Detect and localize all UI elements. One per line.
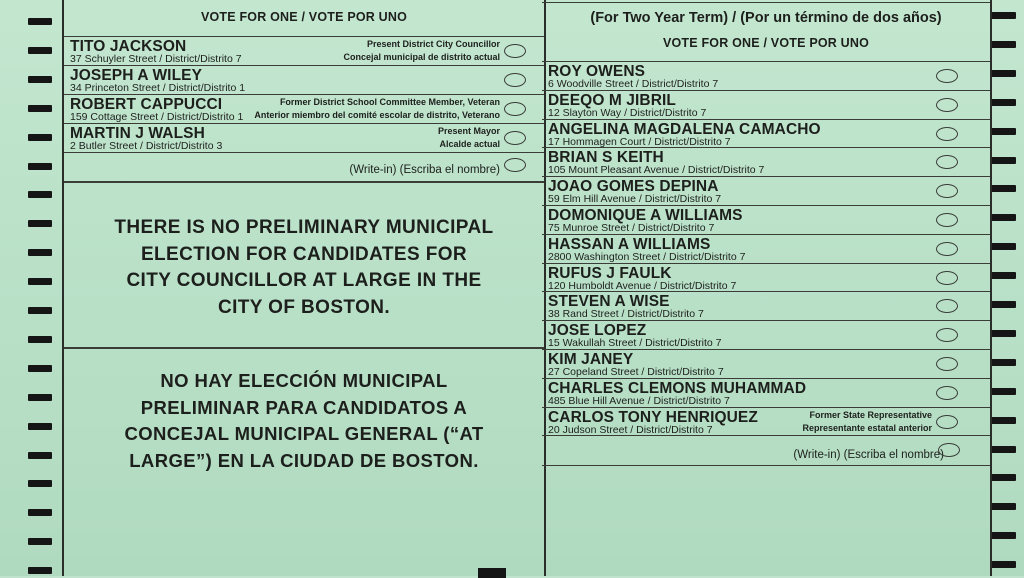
candidate-address: 20 Judson Street / District/Distrito 7 (548, 423, 713, 436)
write-in-row[interactable] (542, 435, 990, 466)
timing-mark (990, 70, 1016, 77)
write-in-row[interactable] (64, 152, 544, 181)
candidate-address: 120 Humboldt Avenue / District/Distrito 7 (548, 279, 737, 292)
timing-mark (28, 220, 52, 227)
candidate-note-es: Concejal municipal de distrito actual (343, 52, 500, 62)
candidate-row[interactable] (542, 176, 990, 206)
vote-oval[interactable] (936, 242, 958, 256)
candidate-note-en: Former State Representative (809, 409, 932, 420)
timing-mark (28, 567, 52, 574)
candidate-name: RUFUS J FAULK (548, 264, 672, 282)
candidate-note-es: Anterior miembro del comité escolar de distrito, Veterano (254, 110, 500, 120)
candidate-name: MARTIN J WALSH (70, 125, 205, 142)
timing-mark (990, 41, 1016, 48)
timing-mark (990, 272, 1016, 279)
vote-oval[interactable] (936, 386, 958, 400)
district-councillor-contest-column (542, 0, 992, 576)
candidate-name: DEEQO M JIBRIL (548, 91, 676, 109)
vote-oval[interactable] (504, 73, 526, 87)
candidate-address: 34 Princeton Street / District/Distrito 1 (70, 82, 246, 94)
candidate-address: 27 Copeland Street / District/Distrito 7 (548, 366, 724, 378)
candidate-name: HASSAN A WILLIAMS (548, 235, 711, 253)
candidate-note-es: Representante estatal anterior (802, 422, 932, 433)
timing-mark (28, 249, 52, 256)
timing-mark (28, 365, 52, 372)
candidate-row[interactable] (542, 349, 990, 379)
notice-es-text (64, 368, 544, 474)
timing-mark (990, 12, 1016, 19)
candidate-note-en: Present Mayor (437, 126, 500, 136)
timing-mark (990, 446, 1016, 453)
candidate-row[interactable] (542, 61, 990, 91)
candidate-name: KIM JANEY (548, 351, 634, 368)
candidate-address: 2 Butler Street / District/Distrito 3 (70, 140, 223, 152)
candidate-address: 6 Woodville Street / District/Distrito 7 (548, 78, 719, 90)
candidate-row[interactable] (542, 234, 990, 264)
vote-oval[interactable] (936, 184, 958, 198)
timing-mark (28, 452, 52, 459)
notice-line: CITY COUNCILLOR AT LARGE IN THE (126, 270, 482, 291)
candidate-name: STEVEN A WISE (548, 293, 670, 311)
notice-line: LARGE”) EN LA CIUDAD DE BOSTON. (129, 449, 479, 471)
candidate-row[interactable] (64, 94, 544, 124)
candidate-address: 2800 Washington Street / District/Distrito 7 (548, 250, 746, 263)
timing-mark (990, 157, 1016, 164)
timing-mark (28, 47, 52, 54)
timing-mark (990, 417, 1016, 424)
vote-oval[interactable] (938, 443, 960, 457)
candidate-name: JOSE LOPEZ (548, 322, 647, 340)
timing-mark (990, 301, 1016, 308)
vote-oval[interactable] (936, 213, 958, 227)
timing-mark (28, 538, 52, 545)
candidate-row[interactable] (542, 119, 990, 149)
timing-mark (990, 474, 1016, 481)
notice-line: ELECTION FOR CANDIDATES FOR (140, 243, 468, 265)
bottom-rule (542, 465, 990, 466)
top-rule (542, 2, 990, 3)
timing-mark (990, 388, 1016, 395)
vote-oval[interactable] (504, 102, 526, 116)
candidate-row[interactable] (542, 205, 990, 235)
candidate-address: 38 Rand Street / District/Distrito 7 (548, 308, 704, 321)
candidate-name: DOMONIQUE A WILLIAMS (548, 207, 743, 224)
timing-mark (28, 278, 52, 285)
candidate-address: 59 Elm Hill Avenue / District/Distrito 7 (548, 193, 722, 206)
timing-mark (28, 105, 52, 112)
candidate-address: 485 Blue Hill Avenue / District/Distrito 7 (548, 394, 730, 407)
notice-line: THERE IS NO PRELIMINARY MUNICIPAL (114, 217, 494, 238)
mayor-contest-column (62, 0, 546, 576)
vote-oval[interactable] (936, 69, 958, 83)
candidate-row[interactable] (542, 291, 990, 321)
vote-oval[interactable] (504, 131, 526, 145)
candidate-row[interactable] (542, 320, 990, 350)
candidate-row[interactable] (542, 90, 990, 120)
timing-mark (28, 336, 52, 343)
vote-oval[interactable] (936, 328, 958, 342)
write-in-label: (Write-in) (Escriba el nombre) (349, 164, 500, 176)
timing-mark (990, 99, 1016, 106)
vote-oval[interactable] (936, 299, 958, 313)
candidate-name: ROBERT CAPPUCCI (70, 96, 223, 113)
vote-oval[interactable] (504, 44, 526, 58)
notice-box-en (64, 181, 544, 349)
candidate-address: 37 Schuyler Street / District/Distrito 7 (70, 53, 242, 65)
timing-mark (28, 307, 52, 314)
candidate-note-es: Alcalde actual (439, 139, 500, 149)
timing-mark (28, 423, 52, 430)
timing-mark (28, 509, 52, 516)
notice-en-text (64, 215, 544, 321)
timing-mark (990, 128, 1016, 135)
candidate-name: BRIAN S KEITH (548, 149, 664, 167)
candidate-row[interactable] (542, 407, 990, 437)
vote-oval[interactable] (936, 415, 958, 429)
timing-mark (990, 532, 1016, 539)
timing-mark (28, 163, 52, 170)
candidate-note-en: Present District City Councillor (366, 39, 500, 49)
vote-oval[interactable] (936, 357, 958, 371)
candidate-address: 75 Munroe Street / District/Distrito 7 (548, 222, 715, 234)
candidate-name: ANGELINA MAGDALENA CAMACHO (548, 120, 821, 138)
timing-mark (990, 561, 1016, 568)
vote-oval[interactable] (936, 127, 958, 141)
timing-mark (990, 185, 1016, 192)
candidate-row[interactable] (64, 36, 544, 66)
candidate-address: 105 Mount Pleasant Avenue / District/Distrito 7 (548, 164, 765, 177)
candidate-row[interactable] (542, 147, 990, 177)
timing-mark (990, 503, 1016, 510)
timing-mark (28, 134, 52, 141)
vote-oval[interactable] (936, 98, 958, 112)
candidate-address: 159 Cottage Street / District/Distrito 1 (70, 111, 244, 123)
notice-line: CITY OF BOSTON. (217, 296, 391, 318)
term-label: (For Two Year Term) / (Por un término de dos años) (590, 10, 942, 26)
candidate-name: CHARLES CLEMONS MUHAMMAD (548, 379, 807, 397)
timing-mark (28, 480, 52, 487)
timing-mark (990, 330, 1016, 337)
notice-box-es (64, 347, 544, 578)
candidate-row[interactable] (64, 123, 544, 153)
candidate-row[interactable] (542, 263, 990, 293)
candidate-note-en: Former District School Committee Member, Veteran (279, 97, 500, 107)
candidate-name: JOSEPH A WILEY (70, 67, 203, 84)
candidate-row[interactable] (542, 378, 990, 408)
candidate-address: 12 Slayton Way / District/Distrito 7 (548, 106, 707, 119)
candidate-address: 15 Wakullah Street / District/Distrito 7 (548, 337, 722, 350)
timing-mark (28, 191, 52, 198)
vote-oval[interactable] (936, 271, 958, 285)
candidate-row[interactable] (64, 65, 544, 95)
vote-for-one-label: VOTE FOR ONE / VOTE POR UNO (200, 10, 408, 24)
candidate-name: CARLOS TONY HENRIQUEZ (548, 408, 758, 426)
notice-line: NO HAY ELECCIÓN MUNICIPAL (160, 370, 448, 391)
timing-mark (990, 359, 1016, 366)
candidate-name: JOAO GOMES DEPINA (548, 178, 719, 196)
candidate-name: ROY OWENS (548, 63, 646, 80)
notice-line: PRELIMINAR PARA CANDIDATOS A (140, 396, 468, 418)
vote-oval[interactable] (936, 155, 958, 169)
timing-mark (28, 76, 52, 83)
candidate-address: 17 Hommagen Court / District/Distrito 7 (548, 135, 731, 148)
timing-mark (28, 18, 52, 25)
write-in-label: (Write-in) (Escriba el nombre) (793, 449, 944, 462)
candidate-name: TITO JACKSON (70, 38, 187, 55)
timing-mark (28, 394, 52, 401)
timing-mark (990, 243, 1016, 250)
notice-line: CONCEJAL MUNICIPAL GENERAL (“AT (124, 423, 484, 444)
vote-for-one-label: VOTE FOR ONE / VOTE POR UNO (662, 36, 870, 50)
vote-oval[interactable] (504, 158, 526, 172)
timing-mark (990, 214, 1016, 221)
